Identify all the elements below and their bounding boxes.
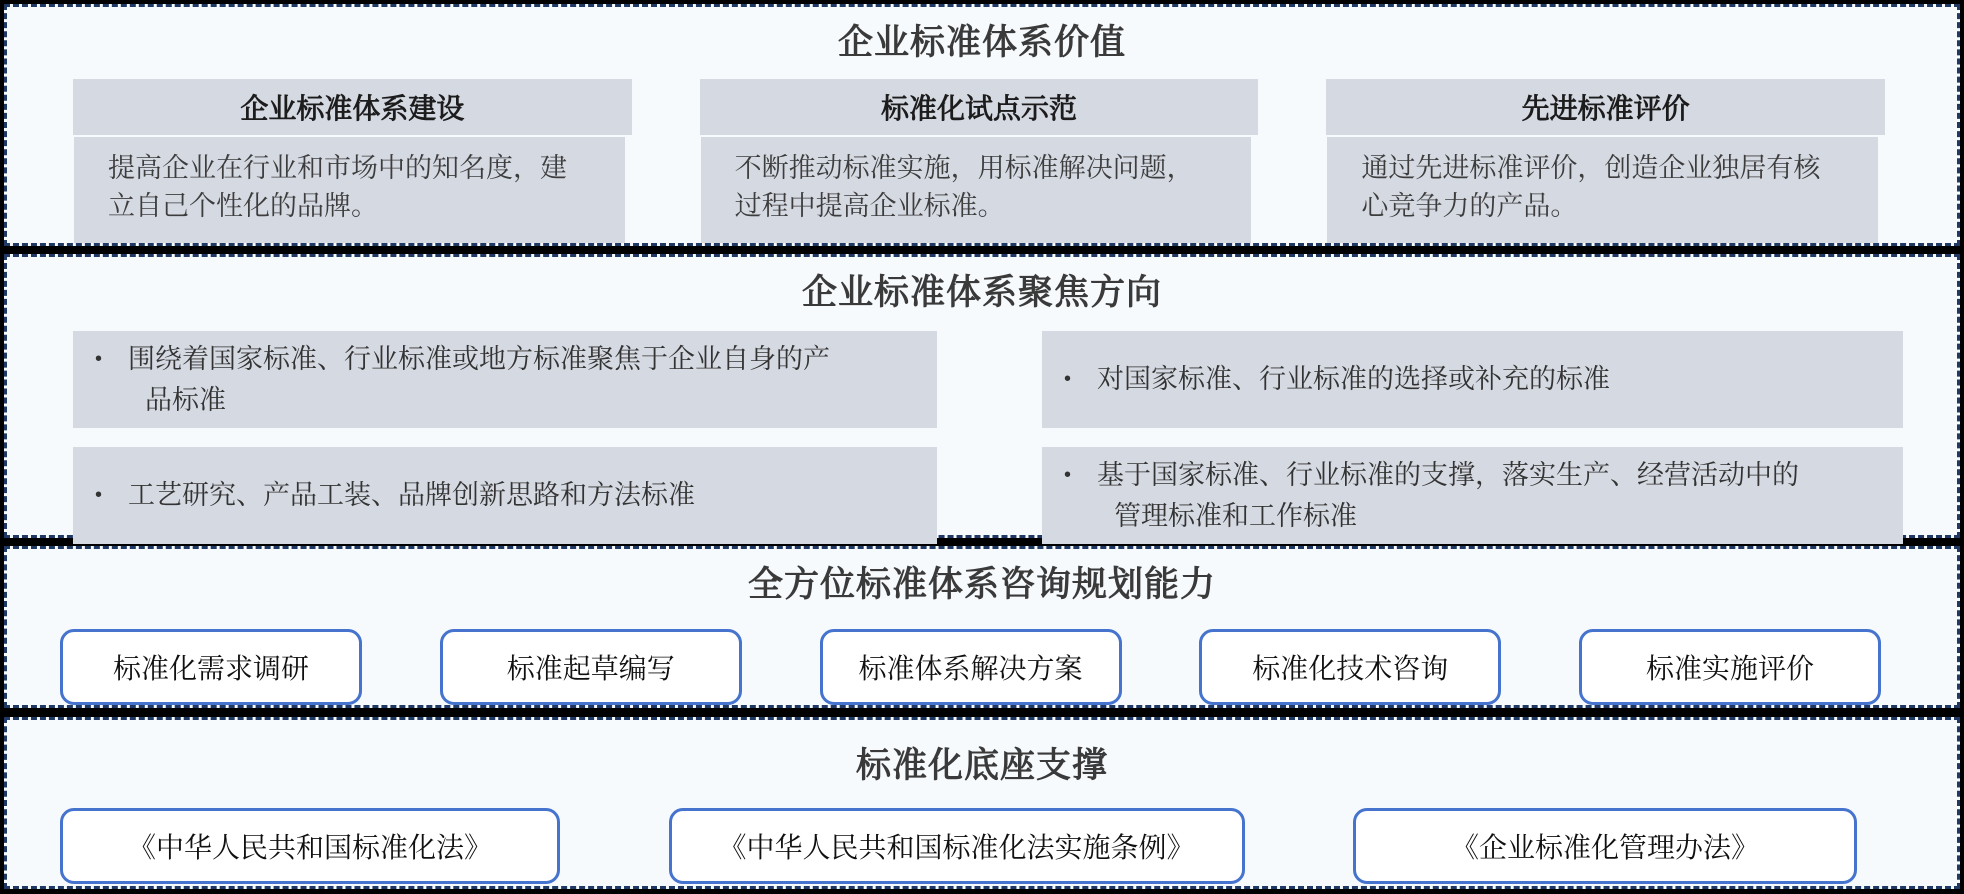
focus-grid <box>73 331 1957 544</box>
law-pill: 《中华人民共和国标准化法》 <box>60 808 560 884</box>
section-title-value: 企业标准体系价值 <box>837 23 1126 62</box>
focus-item-text: 围绕着国家标准、行业标准或地方标准聚焦于企业自身的产品标准 <box>128 344 831 415</box>
focus-item-text: 基于国家标准、行业标准的支撑，落实生产、经营活动中的管理标准和工作标准 <box>1097 460 1800 531</box>
bullet-icon: • <box>1064 464 1072 486</box>
section-title-focus: 企业标准体系聚焦方向 <box>801 273 1162 312</box>
value-card-title: 先进标准评价 <box>1326 79 1885 135</box>
focus-item-text: 对国家标准、行业标准的选择或补充的标准 <box>1097 364 1611 395</box>
section-title-foundation: 标准化底座支撑 <box>855 746 1108 785</box>
focus-item <box>1042 331 1903 428</box>
value-card-body: 提高企业在行业和市场中的知名度，建立自己个性化的品牌。 <box>74 137 625 243</box>
bullet-icon: • <box>95 348 103 370</box>
section-capability <box>4 546 1960 708</box>
value-card <box>700 79 1259 243</box>
section-focus <box>4 254 1960 538</box>
capability-pill: 标准起草编写 <box>440 629 742 705</box>
bullet-icon: • <box>95 484 103 507</box>
focus-item-text: 工艺研究、产品工装、品牌创新思路和方法标准 <box>128 480 696 511</box>
law-pill-row <box>60 808 1857 884</box>
capability-pill: 标准化技术咨询 <box>1199 629 1501 705</box>
focus-item <box>73 447 937 544</box>
focus-item <box>1042 447 1903 544</box>
section-foundation <box>4 717 1960 889</box>
capability-pill: 标准实施评价 <box>1579 629 1881 705</box>
law-pill: 《中华人民共和国标准化法实施条例》 <box>669 808 1245 884</box>
value-card-title: 标准化试点示范 <box>700 79 1259 135</box>
section-value <box>4 4 1960 246</box>
capability-pill-row <box>60 629 1881 705</box>
focus-item <box>73 331 937 428</box>
bullet-icon: • <box>1064 368 1072 391</box>
capability-pill: 标准体系解决方案 <box>820 629 1122 705</box>
value-card <box>1326 79 1885 243</box>
section-title-capability: 全方位标准体系咨询规划能力 <box>747 565 1216 604</box>
capability-pill: 标准化需求调研 <box>60 629 362 705</box>
value-card-title: 企业标准体系建设 <box>73 79 632 135</box>
value-card-body: 不断推动标准实施，用标准解决问题，过程中提高企业标准。 <box>701 137 1252 243</box>
value-card-body: 通过先进标准评价，创造企业独居有核心竞争力的产品。 <box>1327 137 1878 243</box>
value-card <box>73 79 632 243</box>
value-card-row <box>73 79 1885 243</box>
law-pill: 《企业标准化管理办法》 <box>1353 808 1857 884</box>
